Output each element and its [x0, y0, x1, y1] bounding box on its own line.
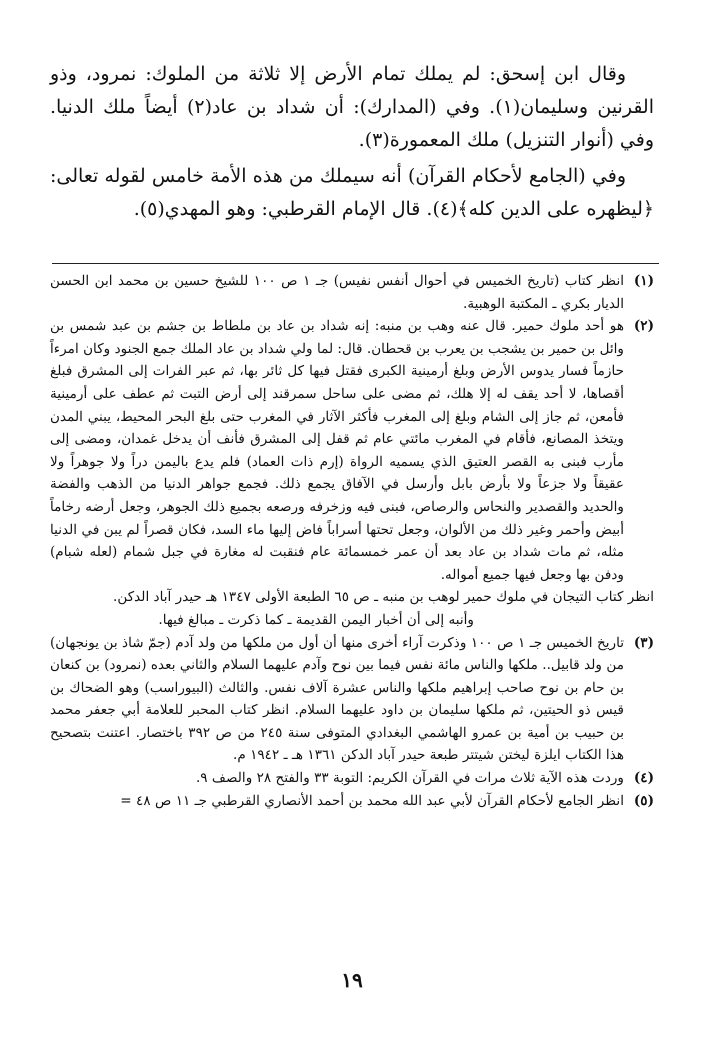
footnote-3 — [50, 632, 654, 768]
page-number: ١٩ — [341, 968, 363, 992]
footnote-number: (٣) — [633, 634, 654, 651]
footnotes — [50, 270, 654, 812]
footnote-divider — [52, 263, 659, 264]
footnote-text: هو أحد ملوك حمير. قال عنه وهب بن منبه: إنه شداد بن عاد بن ملطاط بن جشم بن عبد شمس بن وائل بن حمير بن يشجب بن يعرب بن قحطان. قال: لما ولي شداد بن عاد الملك جمع الجنود وكان امرءاً حازماً فسار يدوس الأرض وبلغ أرمينية الكبرى فقتل فيها كل ثائر بها، ثم عبر الفرات إلى المشرق فبلغ أقصاها، لا أحد يقف له إلا هلك، ثم مضى على ساحل سمرقند إلى أرض التبت ثم عطف على أرمينية فأمعن، ثم جاز إلى الشام وبلغ إلى المغرب فأكثر الآثار في المغرب حتى بلغ البحر المحيط، يبني المدن ويتخذ المصانع، فأقام في المغرب مائتي عام ثم قفل إلى المشرق فأنف أن يدخل غمدان، ومضى إلى مأرب فبنى به القصر العتيق الذي يسميه الرواة (إرم ذات العماد) فلم يدع باليمن دراً ولا جوهراً ولا عقيقاً ولا جزعاً ولا بأرض بابل وأرسل في الآفاق يجمع ذلك. فجمع جواهر الدنيا من الذهب والفضة والحديد والقصدير والنحاس والرصاص، فبنى فيه وزخرفه ورصعه بجميع ذلك الجوهر، وجعل أرضه رخاماً أبيض وأحمر وغير ذلك من الألوان، وجعل تحتها أسراباً فاض إليها ماء السد، فكان قصراً لم يبن في الدنيا مثله، ثم مات شداد بن عاد بعد أن عمر خمسمائة عام فنقبت له مغارة في جبل شمام (لعله شبام) ودفن بها وجعل فيها جميع أمواله. — [50, 318, 624, 583]
footnote-2-source: انظر كتاب التيجان في ملوك حمير لوهب بن منبه ـ ص ٦٥ الطبعة الأولى ١٣٤٧ هـ حيدر آباد الدكن. — [113, 589, 654, 606]
footnote-5 — [50, 790, 654, 813]
footnote-number: (٤) — [633, 770, 654, 787]
footnote-text: وردت هذه الآية ثلاث مرات في القرآن الكريم: التوبة ٣٣ والفتح ٢٨ والصف ٩. — [195, 770, 624, 787]
paragraph-2: وفي (الجامع لأحكام القرآن) أنه سيملك من هذه الأمة خامس لقوله تعالى: ﴿ليظهره على الدين كله﴾(٤). قال الإمام القرطبي: وهو المهدي(٥). — [50, 165, 654, 220]
footnote-text: انظر كتاب (تاريخ الخميس في أحوال أنفس نفيس) جـ ١ ص ١٠٠ للشيخ حسين بن محمد ابن الحسن الديار بكري ـ المكتبة الوهبية. — [50, 273, 625, 312]
footnote-1 — [50, 270, 654, 315]
paragraph-1: وقال ابن إسحق: لم يملك تمام الأرض إلا ثلاثة من الملوك: نمرود، وذو القرنين وسليمان(١). وفي (المدارك): أن شداد بن عاد(٢) أيضاً ملك الدنيا. وفي (أنوار التنزيل) ملك المعمورة(٣). — [50, 63, 654, 151]
footnote-2 — [50, 315, 654, 586]
footnote-2-note: وأنبه إلى أن أخبار اليمن القديمة ـ كما ذكرت ـ مبالغ فيها. — [158, 611, 474, 628]
footnote-text: تاريخ الخميس جـ ١ ص ١٠٠ وذكرت آراء أخرى منها أن أول من ملكها من ولد آدم (جمّ شاذ بن يونجهان) من ولد قابيل.. ملكها والناس مائة نفس فيما بين نوح وآدم عليهما السلام والثاني بعده (نمرود) بن كنعان بن حام بن نوح صاحب إبراهيم ملكها والناس عشرة آلاف نفس. والثالث (البيوراسب) وهو الضحاك بن قيس ذو الحيتين، ثم ملكها سليمان بن داود عليهما السلام. انظر كتاب المحبر للعلامة أبي جعفر محمد بن حبيب بن أمية بن عمرو الهاشمي البغدادي المتوفى سنة ٢٤٥ من ص ٣٩٢ باختصار. اعتنت بتصحيح هذا الكتاب ايلزة ليختن شيتتر طبعة حيدر آباد الدكن ١٣٦١ هـ ـ ١٩٤٢ م. — [50, 634, 624, 764]
footnote-number: (٥) — [633, 792, 654, 809]
footnote-4 — [50, 767, 654, 790]
main-text — [50, 58, 654, 226]
footnote-number: (١) — [633, 273, 655, 289]
footnote-number: (٢) — [633, 318, 654, 335]
footnote-text: انظر الجامع لأحكام القرآن لأبي عبد الله محمد بن أحمد الأنصاري القرطبي جـ ١١ ص ٤٨ = — [120, 792, 624, 809]
